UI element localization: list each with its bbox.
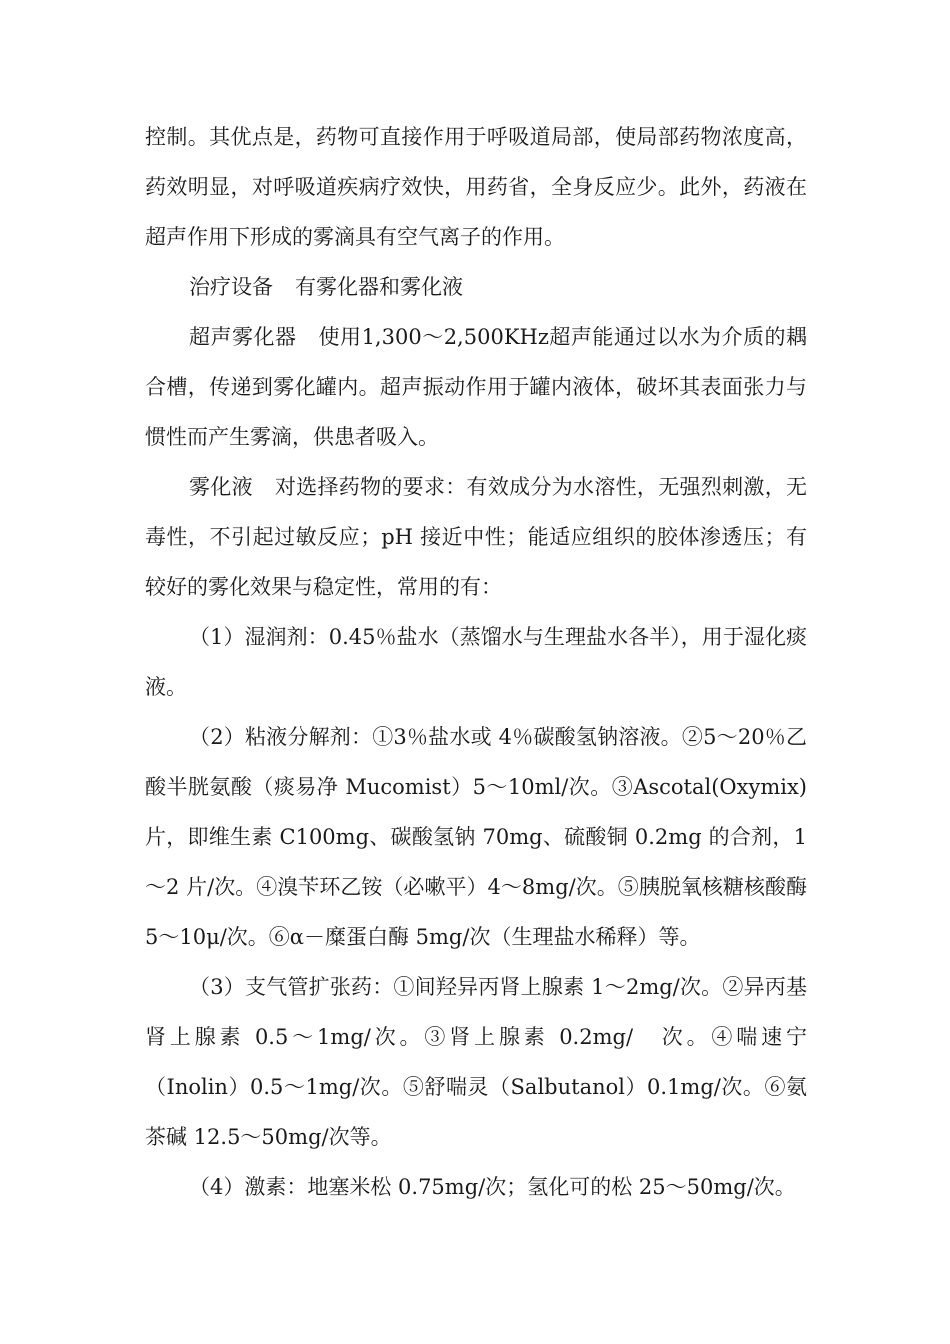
paragraph-equipment — [145, 262, 807, 312]
paragraph-advantages — [145, 112, 807, 262]
section-term: 雾化液 — [189, 475, 253, 499]
section-term: 超声雾化器 — [189, 325, 297, 349]
paragraph-text: 有雾化器和雾化液 — [295, 275, 463, 299]
paragraph-text: （3）支气管扩张药：①间羟异丙肾上腺素 1～2mg/次。②异丙基肾上腺素 0.5～1mg/次。③肾上腺素 0.2mg/ 次。④喘速宁（Inolin）0.5～1mg/次。⑤舒喘灵（Salbutanol）0.1mg/次。⑥氨茶碱 12.5～50mg/次等。 — [145, 975, 807, 1149]
paragraph-text: 对选择药物的要求：有效成分为水溶性，无强烈刺激，无毒性，不引起过敏反应；pH 接近中性；能适应组织的胶体渗透压；有较好的雾化效果与稳定性，常用的有： — [145, 475, 807, 599]
paragraph-ultrasonic-nebulizer — [145, 312, 807, 462]
paragraph-text: （1）湿润剂：0.45％盐水（蒸馏水与生理盐水各半），用于湿化痰液。 — [145, 625, 807, 699]
paragraph-text: 使用1,300～2,500KHz超声能通过以水为介质的耦合槽，传递到雾化罐内。超声振动作用于罐内液体，破坏其表面张力与惯性而产生雾滴，供患者吸入。 — [145, 325, 807, 449]
paragraph-text: 控制。其优点是，药物可直接作用于呼吸道局部，使局部药物浓度高，药效明显，对呼吸道疾病疗效快，用药省，全身反应少。此外，药液在超声作用下形成的雾滴具有空气离子的作用。 — [145, 125, 807, 249]
list-item-hormone — [145, 1162, 807, 1212]
list-item-mucolytic — [145, 712, 807, 962]
list-item-humectant — [145, 612, 807, 712]
paragraph-nebulizing-liquid — [145, 462, 807, 612]
list-item-bronchodilator — [145, 962, 807, 1162]
paragraph-text: （4）激素：地塞米松 0.75mg/次；氢化可的松 25～50mg/次。 — [189, 1175, 796, 1199]
body-text — [145, 112, 807, 1212]
paragraph-text: （2）粘液分解剂：①3％盐水或 4％碳酸氢钠溶液。②5～20％乙酸半胱氨酸（痰易净 Mucomist）5～10ml/次。③Ascotal(Oxymix)片，即维生素 C100mg、碳酸氢钠 70mg、硫酸铜 0.2mg 的合剂，1～2 片/次。④溴苄环乙铵（必嗽平）4～8mg/次。⑤胰脱氧核糖核酸酶 5～10μ/次。⑥α－糜蛋白酶 5mg/次（生理盐水稀释）等。 — [145, 725, 807, 949]
section-term: 治疗设备 — [189, 275, 273, 299]
